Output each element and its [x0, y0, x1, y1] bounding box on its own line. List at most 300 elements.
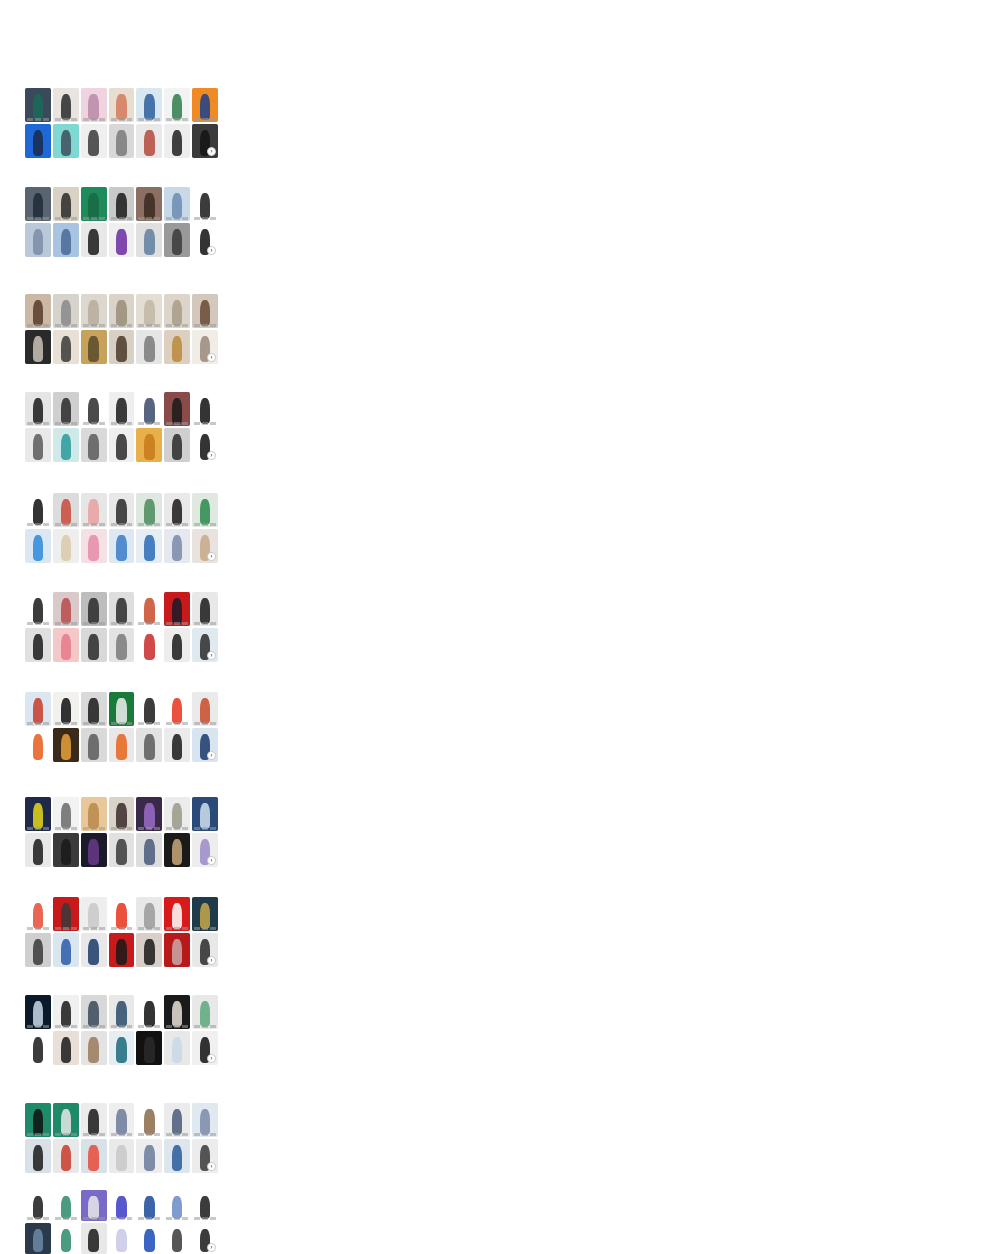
pin-thumbnail[interactable] [25, 833, 51, 867]
pin-thumbnail[interactable] [136, 692, 162, 726]
pin-thumbnail[interactable] [192, 294, 218, 328]
pin-image [172, 1037, 182, 1063]
pin-thumbnail[interactable] [164, 933, 190, 967]
pin-thumbnail[interactable] [192, 187, 218, 221]
pin-caption [138, 927, 160, 930]
chevron-right-icon[interactable]: › [207, 956, 216, 965]
pin-thumbnail[interactable] [192, 493, 218, 527]
pin-thumbnail[interactable] [25, 1223, 51, 1254]
pin-thumbnail[interactable] [81, 88, 107, 122]
pin-thumbnail[interactable] [164, 493, 190, 527]
pin-thumbnail[interactable] [164, 187, 190, 221]
pin-thumbnail[interactable] [109, 330, 135, 364]
pin-thumbnail[interactable] [25, 692, 51, 726]
pin-image [116, 398, 126, 424]
pin-thumbnail[interactable] [192, 88, 218, 122]
pin-thumbnail[interactable] [81, 1223, 107, 1254]
pin-thumbnail[interactable] [25, 529, 51, 563]
pin-caption [27, 324, 49, 327]
pin-thumbnail[interactable] [164, 797, 190, 831]
chevron-right-icon[interactable]: › [207, 856, 216, 865]
pin-thumbnail[interactable] [164, 1031, 190, 1065]
pin-image [33, 94, 43, 120]
pin-thumbnail[interactable] [25, 330, 51, 364]
pin-thumbnail[interactable] [53, 1223, 79, 1254]
pin-caption [83, 523, 105, 526]
pin-thumbnail[interactable] [164, 392, 190, 426]
pin-image [144, 336, 154, 362]
pin-caption [55, 523, 77, 526]
pin-thumbnail[interactable] [164, 995, 190, 1029]
pin-caption [138, 217, 160, 220]
pin-image [33, 535, 43, 561]
pin-caption [83, 622, 105, 625]
pin-thumbnail[interactable] [192, 995, 218, 1029]
pin-image [200, 903, 210, 929]
pin-image [88, 803, 98, 829]
pin-caption [166, 324, 188, 327]
pin-thumbnail[interactable] [136, 933, 162, 967]
pin-thumbnail[interactable] [25, 897, 51, 931]
pin-image [144, 94, 154, 120]
pin-image [33, 336, 43, 362]
pin-caption [194, 827, 216, 830]
pin-image [61, 499, 71, 525]
pin-image [88, 839, 98, 865]
board-preview[interactable] [25, 1103, 218, 1173]
pin-image [61, 1037, 71, 1063]
pin-image [116, 499, 126, 525]
pin-thumbnail[interactable] [81, 628, 107, 662]
pin-thumbnail[interactable] [136, 592, 162, 626]
pin-thumbnail[interactable] [164, 294, 190, 328]
pin-image [144, 398, 154, 424]
pin-image [61, 336, 71, 362]
pin-thumbnail[interactable] [164, 1223, 190, 1254]
pin-thumbnail[interactable] [109, 897, 135, 931]
pin-thumbnail[interactable] [25, 88, 51, 122]
pin-image [33, 130, 43, 156]
pin-image [33, 1109, 43, 1135]
pin-thumbnail[interactable] [136, 330, 162, 364]
board-preview[interactable] [25, 692, 218, 762]
pin-image [61, 1001, 71, 1027]
pin-thumbnail[interactable] [192, 692, 218, 726]
pin-image [144, 939, 154, 965]
pin-thumbnail[interactable] [53, 124, 79, 158]
pin-thumbnail[interactable] [81, 728, 107, 762]
pin-image [88, 398, 98, 424]
pin-image [88, 193, 98, 219]
pin-thumbnail[interactable] [192, 1190, 218, 1221]
pin-thumbnail[interactable] [109, 1031, 135, 1065]
pin-thumbnail[interactable] [109, 223, 135, 257]
pin-thumbnail[interactable] [192, 392, 218, 426]
pin-image [144, 300, 154, 326]
pin-thumbnail[interactable] [109, 529, 135, 563]
pin-thumbnail[interactable] [164, 529, 190, 563]
pin-thumbnail[interactable] [53, 1031, 79, 1065]
pin-thumbnail[interactable] [53, 223, 79, 257]
pin-image [172, 300, 182, 326]
pin-thumbnail[interactable] [25, 392, 51, 426]
pin-caption [83, 118, 105, 121]
pin-thumbnail[interactable] [109, 728, 135, 762]
pin-thumbnail[interactable] [164, 124, 190, 158]
pin-caption [166, 927, 188, 930]
pin-thumbnail[interactable] [53, 628, 79, 662]
pin-image [61, 634, 71, 660]
pin-thumbnail[interactable] [81, 1190, 107, 1221]
pin-thumbnail[interactable] [109, 187, 135, 221]
pin-image [88, 698, 98, 724]
pin-thumbnail[interactable] [81, 797, 107, 831]
pin-caption [27, 622, 49, 625]
pin-thumbnail[interactable] [81, 529, 107, 563]
pin-thumbnail[interactable] [136, 1190, 162, 1221]
pin-caption [166, 118, 188, 121]
pin-image [116, 803, 126, 829]
pin-image [200, 598, 210, 624]
pin-image [144, 1229, 154, 1253]
pin-thumbnail[interactable] [164, 692, 190, 726]
pin-image [200, 1196, 210, 1220]
pin-image [116, 229, 126, 255]
pin-thumbnail[interactable] [81, 124, 107, 158]
pin-thumbnail[interactable] [25, 223, 51, 257]
pin-thumbnail[interactable] [25, 124, 51, 158]
board-preview[interactable] [25, 1190, 218, 1254]
pin-caption [55, 422, 77, 425]
pin-thumbnail[interactable] [109, 933, 135, 967]
pin-image [88, 1001, 98, 1027]
pin-caption [166, 722, 188, 725]
pin-image [116, 1229, 126, 1253]
pin-caption [55, 622, 77, 625]
pin-caption [83, 324, 105, 327]
pin-image [116, 300, 126, 326]
pin-image [88, 598, 98, 624]
pin-thumbnail[interactable] [53, 294, 79, 328]
board-preview[interactable] [25, 392, 218, 462]
pin-thumbnail[interactable] [109, 797, 135, 831]
pin-thumbnail[interactable] [164, 728, 190, 762]
pin-thumbnail[interactable] [81, 493, 107, 527]
pin-thumbnail[interactable] [109, 1190, 135, 1221]
pin-thumbnail[interactable] [53, 933, 79, 967]
pin-thumbnail[interactable] [136, 124, 162, 158]
pin-thumbnail[interactable] [81, 995, 107, 1029]
pin-thumbnail[interactable] [25, 1031, 51, 1065]
pin-image [144, 903, 154, 929]
pin-thumbnail[interactable] [53, 428, 79, 462]
pin-thumbnail[interactable] [164, 897, 190, 931]
pin-caption [83, 827, 105, 830]
pin-caption [83, 217, 105, 220]
pin-thumbnail[interactable] [25, 933, 51, 967]
pin-caption [111, 622, 133, 625]
pin-image [88, 336, 98, 362]
pin-thumbnail[interactable] [109, 124, 135, 158]
pin-image [61, 839, 71, 865]
pin-thumbnail[interactable] [136, 294, 162, 328]
pin-thumbnail[interactable] [81, 1139, 107, 1173]
pin-thumbnail[interactable] [164, 592, 190, 626]
pin-caption [55, 722, 77, 725]
pin-image [116, 903, 126, 929]
pin-thumbnail[interactable] [192, 592, 218, 626]
pin-thumbnail[interactable] [25, 1103, 51, 1137]
pin-thumbnail[interactable] [25, 797, 51, 831]
pin-thumbnail[interactable] [53, 1103, 79, 1137]
pin-thumbnail[interactable] [109, 1223, 135, 1254]
pin-thumbnail[interactable] [81, 1103, 107, 1137]
pin-caption [111, 722, 133, 725]
pin-thumbnail[interactable] [81, 330, 107, 364]
pin-thumbnail[interactable] [164, 1190, 190, 1221]
chevron-right-icon[interactable]: › [207, 451, 216, 460]
pin-thumbnail[interactable] [192, 797, 218, 831]
pin-thumbnail[interactable] [81, 428, 107, 462]
pin-thumbnail[interactable] [164, 628, 190, 662]
pin-thumbnail[interactable] [25, 428, 51, 462]
pin-thumbnail[interactable] [192, 897, 218, 931]
pin-thumbnail[interactable] [136, 493, 162, 527]
pin-thumbnail[interactable] [164, 1103, 190, 1137]
pin-thumbnail[interactable] [53, 995, 79, 1029]
pin-thumbnail[interactable] [164, 88, 190, 122]
pin-thumbnail[interactable] [81, 592, 107, 626]
pin-caption [138, 722, 160, 725]
pin-image [88, 1196, 98, 1220]
pin-thumbnail[interactable] [53, 330, 79, 364]
pin-thumbnail[interactable] [136, 1223, 162, 1254]
pin-caption [194, 217, 216, 220]
pin-thumbnail[interactable] [81, 392, 107, 426]
pin-thumbnail[interactable] [53, 493, 79, 527]
pin-thumbnail[interactable] [109, 995, 135, 1029]
pin-thumbnail[interactable] [136, 1139, 162, 1173]
pin-thumbnail[interactable] [109, 392, 135, 426]
pin-caption [55, 217, 77, 220]
pin-image [172, 535, 182, 561]
pin-caption [27, 217, 49, 220]
pin-caption [166, 1133, 188, 1136]
pin-image [200, 698, 210, 724]
pin-image [33, 598, 43, 624]
pin-thumbnail[interactable] [53, 529, 79, 563]
pin-image [144, 1037, 154, 1063]
board-preview[interactable] [25, 187, 218, 257]
chevron-right-icon[interactable]: › [207, 246, 216, 255]
pin-thumbnail[interactable] [109, 294, 135, 328]
pin-thumbnail[interactable] [136, 529, 162, 563]
pin-image [172, 598, 182, 624]
board-preview[interactable] [25, 897, 218, 967]
pin-thumbnail[interactable] [53, 88, 79, 122]
pin-caption [138, 622, 160, 625]
pin-image [116, 1109, 126, 1135]
pin-thumbnail[interactable] [109, 1139, 135, 1173]
pin-thumbnail[interactable] [25, 1139, 51, 1173]
board-preview[interactable] [25, 797, 218, 867]
pin-thumbnail[interactable] [109, 493, 135, 527]
pin-image [88, 903, 98, 929]
pin-thumbnail[interactable] [25, 1190, 51, 1221]
pin-thumbnail[interactable] [25, 187, 51, 221]
pin-caption [138, 118, 160, 121]
pin-thumbnail[interactable] [136, 728, 162, 762]
pin-caption [111, 523, 133, 526]
pin-thumbnail[interactable] [136, 1103, 162, 1137]
pin-thumbnail[interactable] [136, 628, 162, 662]
pin-caption [166, 422, 188, 425]
pin-thumbnail[interactable] [25, 592, 51, 626]
pin-caption [194, 324, 216, 327]
pin-thumbnail[interactable] [109, 88, 135, 122]
pin-image [33, 734, 43, 760]
pin-image [172, 803, 182, 829]
pin-image [144, 1001, 154, 1027]
pin-image [144, 499, 154, 525]
pin-thumbnail[interactable] [136, 428, 162, 462]
pin-thumbnail[interactable] [53, 692, 79, 726]
chevron-right-icon[interactable]: › [207, 552, 216, 561]
pin-image [144, 193, 154, 219]
pin-caption [111, 1217, 133, 1220]
pin-thumbnail[interactable] [81, 692, 107, 726]
pin-thumbnail[interactable] [53, 797, 79, 831]
pin-thumbnail[interactable] [136, 797, 162, 831]
pin-image [116, 1196, 126, 1220]
chevron-right-icon[interactable]: › [207, 1054, 216, 1063]
pin-caption [83, 422, 105, 425]
pin-thumbnail[interactable] [164, 330, 190, 364]
pin-thumbnail[interactable] [53, 833, 79, 867]
pin-thumbnail[interactable] [53, 1139, 79, 1173]
pin-image [88, 734, 98, 760]
pin-image [172, 434, 182, 460]
pin-image [33, 1001, 43, 1027]
pin-image [144, 434, 154, 460]
pin-image [172, 398, 182, 424]
pin-thumbnail[interactable] [53, 392, 79, 426]
pin-image [61, 1145, 71, 1171]
pin-caption [55, 324, 77, 327]
chevron-right-icon[interactable]: › [207, 751, 216, 760]
board-preview[interactable] [25, 995, 218, 1065]
pin-image [33, 903, 43, 929]
pin-image [88, 300, 98, 326]
pin-thumbnail[interactable] [164, 428, 190, 462]
pin-thumbnail[interactable] [25, 995, 51, 1029]
pin-thumbnail[interactable] [136, 392, 162, 426]
pin-thumbnail[interactable] [81, 933, 107, 967]
pin-thumbnail[interactable] [109, 1103, 135, 1137]
pin-thumbnail[interactable] [109, 428, 135, 462]
pin-image [200, 499, 210, 525]
pin-image [61, 398, 71, 424]
pin-caption [194, 422, 216, 425]
pin-thumbnail[interactable] [164, 1139, 190, 1173]
pin-thumbnail[interactable] [136, 187, 162, 221]
pin-thumbnail[interactable] [136, 897, 162, 931]
pin-thumbnail[interactable] [53, 592, 79, 626]
chevron-right-icon[interactable]: › [207, 651, 216, 660]
pin-thumbnail[interactable] [109, 592, 135, 626]
pin-image [144, 598, 154, 624]
pin-thumbnail[interactable] [25, 294, 51, 328]
pin-caption [83, 927, 105, 930]
chevron-right-icon[interactable]: › [207, 1243, 216, 1252]
pin-image [116, 434, 126, 460]
pin-thumbnail[interactable] [136, 833, 162, 867]
pin-thumbnail[interactable] [81, 187, 107, 221]
pin-thumbnail[interactable] [81, 223, 107, 257]
chevron-right-icon[interactable]: › [207, 147, 216, 156]
pin-caption [111, 217, 133, 220]
pin-thumbnail[interactable] [53, 187, 79, 221]
pin-image [88, 939, 98, 965]
pin-image [172, 634, 182, 660]
pin-thumbnail[interactable] [53, 728, 79, 762]
pin-thumbnail[interactable] [136, 995, 162, 1029]
pin-caption [138, 1217, 160, 1220]
pin-image [172, 839, 182, 865]
pin-image [172, 193, 182, 219]
board-preview[interactable] [25, 294, 218, 364]
pin-thumbnail[interactable] [81, 833, 107, 867]
pin-caption [166, 1217, 188, 1220]
pin-thumbnail[interactable] [81, 294, 107, 328]
pin-thumbnail[interactable] [136, 223, 162, 257]
pin-thumbnail[interactable] [81, 897, 107, 931]
pin-caption [166, 1025, 188, 1028]
pin-thumbnail[interactable] [164, 223, 190, 257]
pin-thumbnail[interactable] [81, 1031, 107, 1065]
pin-caption [55, 1133, 77, 1136]
pin-image [61, 193, 71, 219]
pin-image [144, 1196, 154, 1220]
pin-image [116, 734, 126, 760]
pin-caption [27, 422, 49, 425]
pin-thumbnail[interactable] [25, 728, 51, 762]
pin-caption [194, 722, 216, 725]
pin-thumbnail[interactable] [136, 1031, 162, 1065]
pin-thumbnail[interactable] [136, 88, 162, 122]
chevron-right-icon[interactable]: › [207, 353, 216, 362]
pin-image [61, 1109, 71, 1135]
pin-thumbnail[interactable] [164, 833, 190, 867]
pin-image [88, 434, 98, 460]
chevron-right-icon[interactable]: › [207, 1162, 216, 1171]
pin-thumbnail[interactable] [192, 1103, 218, 1137]
pin-thumbnail[interactable] [25, 493, 51, 527]
pin-thumbnail[interactable] [53, 1190, 79, 1221]
board-preview[interactable] [25, 493, 218, 563]
pin-thumbnail[interactable] [109, 628, 135, 662]
pin-thumbnail[interactable] [53, 897, 79, 931]
pin-image [172, 698, 182, 724]
pin-thumbnail[interactable] [109, 692, 135, 726]
board-preview[interactable] [25, 592, 218, 662]
pin-image [88, 634, 98, 660]
board-preview[interactable] [25, 88, 218, 158]
pin-image [172, 336, 182, 362]
pin-image [116, 94, 126, 120]
pin-thumbnail[interactable] [25, 628, 51, 662]
pin-thumbnail[interactable] [109, 833, 135, 867]
